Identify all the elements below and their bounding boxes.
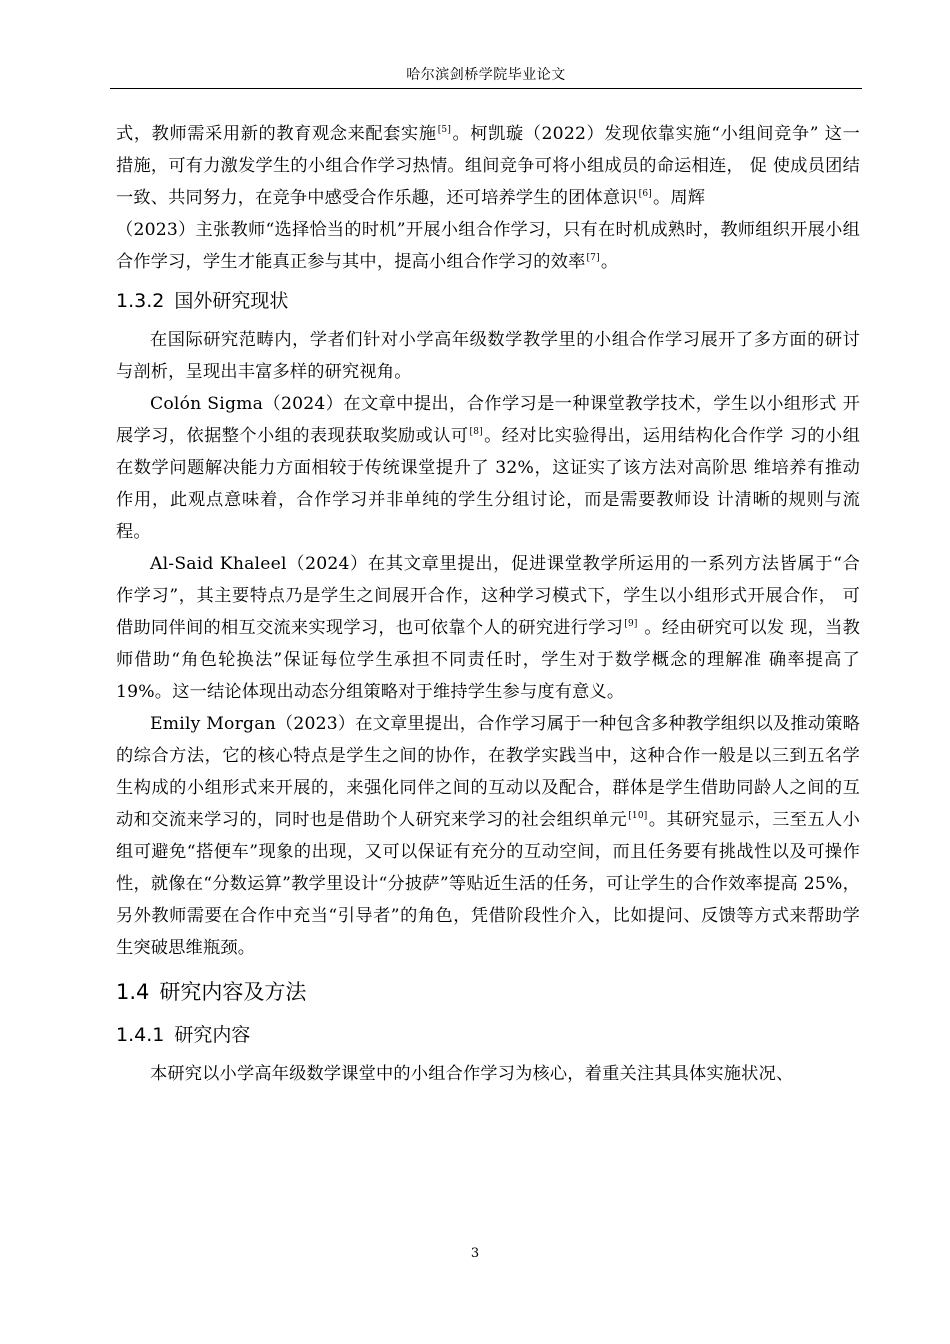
paragraph-text: 。柯凯璇（2022）发现依靠实施“小组间竞争” 这一措施，可有力激发学生的小组合作学习热情。组间竞争可将小组成员的命运相连， 促 使成员团结一致、共同努力，在竞争中感受合作乐趣，还可培养学生的团体意识 [116,124,860,208]
paragraph-text: （2023）主张教师“选择恰当的时机”开展小组合作学习，只有在时机成熟时，教师组织开展小组合作学习，学生才能真正参与其中，提高小组合作学习的效率 [116,220,860,272]
citation-5: [5] [437,125,452,135]
paragraph-6 [116,708,860,964]
paragraph-2 [116,214,860,278]
paragraph-text: 本研究以小学高年级数学课堂中的小组合作学习为核心，着重关注其具体实施状况、 [150,1064,794,1084]
citation-6: [6] [638,189,652,199]
section-title: 研究内容及方法 [159,980,307,1004]
paragraph-text: 在国际研究范畴内，学者们针对小学高年级数学教学里的小组合作学习展开了多方面的研讨与剖析，呈现出丰富多样的研究视角。 [116,330,860,382]
paragraph-text: Colón Sigma（2024）在文章中提出，合作学习是一种课堂教学技术，学生以小组形式 开展学习，依据整个小组的表现获取奖励或认可 [116,394,860,446]
section-number: 1.4 [116,980,150,1004]
page-content [116,118,860,1090]
paragraph-text: 。其研究显示，三至五人小组可避免“搭便车”现象的出现，又可以保证有充分的互动空间，而且任务要有挑战性以及可操作性，就像在“分数运算”教学里设计“分披萨”等贴近生活的任务，可让学生的合作效率提高 25%，另外教师需要在合作中充当“引导者”的角色，凭借阶段性介入，比如提问、反馈等方式来帮助学生突破思维瓶颈。 [116,810,860,958]
section-number: 1.3.2 [116,290,165,312]
citation-7: [7] [586,253,600,263]
paragraph-4 [116,388,860,548]
section-heading-1-4 [116,972,860,1012]
paragraph-3 [116,324,860,388]
page-number-text: 3 [470,1246,480,1261]
paragraph-text: Emily Morgan（2023）在文章里提出，合作学习属于一种包含多种教学组织以及推动策略的综合方法，它的核心特点是学生之间的协作，在教学实践当中，这种合作一般是以三到五名学生构成的小组形式来开展的，来强化同伴之间的互动以及配合，群体是学生借助同龄人之间的互动和交流来学习的，同时也是借助个人研究来学习的社会组织单元 [116,714,860,830]
citation-9: [9] [624,619,638,629]
section-number: 1.4.1 [116,1024,165,1046]
section-heading-1-3-2 [116,284,860,318]
citation-8: [8] [469,427,483,437]
paragraph-text: 式，教师需采用新的教育观念来配套实施 [116,124,437,144]
citation-10: [10] [628,811,648,821]
paragraph-7 [116,1058,860,1090]
paragraph-text: Al-Said Khaleel（2024）在其文章里提出，促进课堂教学所运用的一系列方法皆属于“合 作学习”，其主要特点乃是学生之间展开合作，这种学习模式下，学生以小组形式开展合作， 可借助同伴间的相互交流来实现学习，也可依靠个人的研究进行学习 [116,554,860,638]
header-title: 哈尔滨剑桥学院毕业论文 [406,67,566,83]
section-title: 研究内容 [174,1024,251,1046]
paragraph-text: 。周辉 [653,188,706,208]
page-header [110,64,862,89]
page-number [0,1246,950,1261]
paragraph-1 [116,118,860,214]
paragraph-text: 。经对比实验得出，运用结构化合作学 习的小组在数学问题解决能力方面相较于传统课堂提升了 32%，这证实了该方法对高阶思 维培养有推动作用，此观点意味着，合作学习并非单纯的学生分组讨论，而是需要教师设 计清晰的规则与流程。 [116,426,860,542]
paragraph-text: 。经由研究可以发 现，当教师借助“角色轮换法”保证每位学生承担不同责任时，学生对于数学概念的理解准 确率提高了 19%。这一结论体现出动态分组策略对于维持学生参与度有意义。 [116,618,860,702]
paragraph-5 [116,548,860,708]
section-title: 国外研究现状 [174,290,289,312]
section-heading-1-4-1 [116,1018,860,1052]
paragraph-text: 。 [600,252,619,272]
